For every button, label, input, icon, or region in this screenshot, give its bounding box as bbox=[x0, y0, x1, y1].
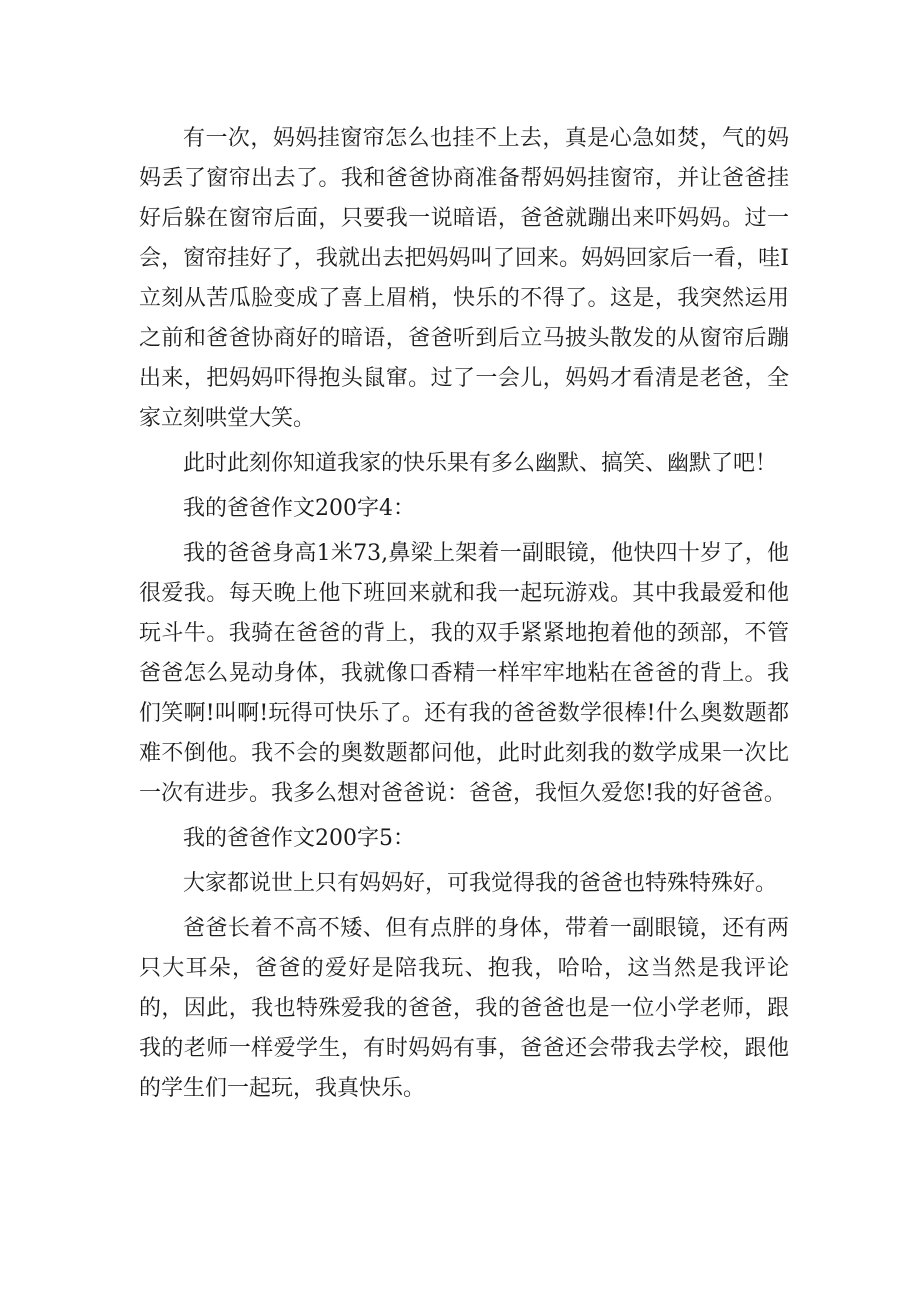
paragraph-dad-appearance: 爸爸长着不高不矮、但有点胖的身体，带着一副眼镜，还有两只大耳朵，爸爸的爱好是陪我玩、抱我，哈哈，这当然是我评论的，因此，我也特殊爱我的爸爸，我的爸爸也是一位小学老师，跟我的老师一样爱学生，有时妈妈有事，爸爸还会带我去学校，跟他的学生们一起玩，我真快乐。 bbox=[139, 916, 789, 1101]
document-body bbox=[139, 119, 789, 1114]
paragraph-dad-special: 大家都说世上只有妈妈好，可我觉得我的爸爸也特殊特殊好。 bbox=[183, 871, 778, 896]
paragraph-curtain-story: 有一次，妈妈挂窗帘怎么也挂不上去，真是心急如焚，气的妈妈丢了窗帘出去了。我和爸爸协商准备帮妈妈挂窗帘，并让爸爸挂好后躲在窗帘后面，只要我一说暗语，爸爸就蹦出来吓妈妈。过一会，窗帘挂好了，我就出去把妈妈叫了回来。妈妈回家后一看，哇I立刻从苦瓜脸变成了喜上眉梢，快乐的不得了。这是，我突然运用之前和爸爸协商好的暗语，爸爸听到后立马披头散发的从窗帘后蹦出来，把妈妈吓得抱头鼠窜。过了一会儿，妈妈才看清是老爸，全家立刻哄堂大笑。 bbox=[139, 126, 789, 431]
paragraph-family-humor: 此时此刻你知道我家的快乐果有多么幽默、搞笑、幽默了吧！ bbox=[183, 451, 778, 476]
heading-essay-4: 我的爸爸作文200字4： bbox=[183, 496, 415, 521]
heading-essay-5: 我的爸爸作文200字5： bbox=[183, 826, 415, 851]
paragraph-dad-description: 我的爸爸身高1米73,鼻梁上架着一副眼镜，他快四十岁了，他很爱我。每天晚上他下班回来就和我一起玩游戏。其中我最爱和他玩斗牛。我骑在爸爸的背上，我的双手紧紧地抱着他的颈部，不管爸爸怎么晃动身体，我就像口香精一样牢牢地粘在爸爸的背上。我们笑啊!叫啊!玩得可快乐了。还有我的爸爸数学很棒!什么奥数题都难不倒他。我不会的奥数题都问他，此时此刻我的数学成果一次比一次有进步。我多么想对爸爸说：爸爸，我恒久爱您!我的好爸爸。 bbox=[139, 541, 789, 806]
